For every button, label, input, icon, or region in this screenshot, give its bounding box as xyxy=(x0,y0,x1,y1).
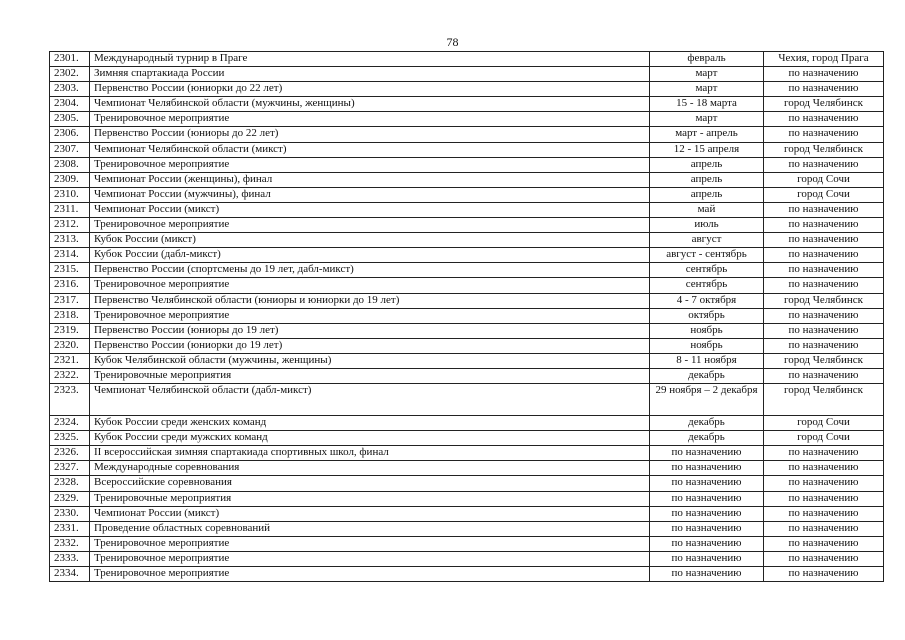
event-date-cell: по назначению xyxy=(650,521,764,536)
event-date-cell: июль xyxy=(650,218,764,233)
event-name-cell: Тренировочное мероприятие xyxy=(90,218,650,233)
event-name-cell: Зимняя спартакиада России xyxy=(90,67,650,82)
event-date-cell: август - сентябрь xyxy=(650,248,764,263)
event-date-cell: 4 - 7 октября xyxy=(650,293,764,308)
event-place-cell: по назначению xyxy=(764,82,884,97)
row-number-cell: 2334. xyxy=(50,567,90,582)
table-row xyxy=(50,353,884,368)
event-place-cell: по назначению xyxy=(764,536,884,551)
table-row xyxy=(50,506,884,521)
row-number-cell: 2320. xyxy=(50,338,90,353)
table-row xyxy=(50,446,884,461)
event-date-cell: ноябрь xyxy=(650,323,764,338)
event-name-cell: Кубок России (дабл-микст) xyxy=(90,248,650,263)
row-number-cell: 2325. xyxy=(50,431,90,446)
event-name-cell: Тренировочное мероприятие xyxy=(90,536,650,551)
event-name-cell: Чемпионат России (мужчины), финал xyxy=(90,187,650,202)
row-number-cell: 2317. xyxy=(50,293,90,308)
table-row xyxy=(50,293,884,308)
event-date-cell: март xyxy=(650,67,764,82)
event-place-cell: по назначению xyxy=(764,368,884,383)
event-name-cell: II всероссийская зимняя спартакиада спортивных школ, финал xyxy=(90,446,650,461)
event-name-cell: Тренировочное мероприятие xyxy=(90,551,650,566)
event-place-cell: по назначению xyxy=(764,248,884,263)
row-number-cell: 2315. xyxy=(50,263,90,278)
row-number-cell: 2331. xyxy=(50,521,90,536)
row-number-cell: 2303. xyxy=(50,82,90,97)
table-row xyxy=(50,476,884,491)
event-date-cell: 29 ноября – 2 декабря xyxy=(650,384,764,416)
event-name-cell: Тренировочные мероприятия xyxy=(90,491,650,506)
row-number-cell: 2318. xyxy=(50,308,90,323)
event-place-cell: город Сочи xyxy=(764,431,884,446)
event-place-cell: город Челябинск xyxy=(764,97,884,112)
row-number-cell: 2330. xyxy=(50,506,90,521)
row-number-cell: 2328. xyxy=(50,476,90,491)
event-place-cell: Чехия, город Прага xyxy=(764,52,884,67)
table-row xyxy=(50,368,884,383)
event-name-cell: Чемпионат Челябинской области (мужчины, женщины) xyxy=(90,97,650,112)
event-place-cell: город Сочи xyxy=(764,416,884,431)
table-row xyxy=(50,112,884,127)
event-date-cell: апрель xyxy=(650,172,764,187)
table-row xyxy=(50,551,884,566)
event-place-cell: город Челябинск xyxy=(764,142,884,157)
event-place-cell: по назначению xyxy=(764,446,884,461)
event-date-cell: октябрь xyxy=(650,308,764,323)
row-number-cell: 2307. xyxy=(50,142,90,157)
event-name-cell: Тренировочное мероприятие xyxy=(90,278,650,293)
row-number-cell: 2319. xyxy=(50,323,90,338)
event-date-cell: ноябрь xyxy=(650,338,764,353)
table-row xyxy=(50,97,884,112)
event-name-cell: Чемпионат России (женщины), финал xyxy=(90,172,650,187)
event-date-cell: 8 - 11 ноября xyxy=(650,353,764,368)
table-row xyxy=(50,233,884,248)
table-row xyxy=(50,278,884,293)
event-place-cell: по назначению xyxy=(764,338,884,353)
row-number-cell: 2301. xyxy=(50,52,90,67)
event-place-cell: по назначению xyxy=(764,521,884,536)
row-number-cell: 2333. xyxy=(50,551,90,566)
event-name-cell: Международный турнир в Праге xyxy=(90,52,650,67)
row-number-cell: 2305. xyxy=(50,112,90,127)
event-place-cell: город Челябинск xyxy=(764,353,884,368)
event-name-cell: Кубок Челябинской области (мужчины, женщины) xyxy=(90,353,650,368)
event-date-cell: сентябрь xyxy=(650,263,764,278)
event-date-cell: май xyxy=(650,202,764,217)
table-row xyxy=(50,384,884,416)
event-date-cell: по назначению xyxy=(650,491,764,506)
event-date-cell: декабрь xyxy=(650,368,764,383)
event-name-cell: Чемпионат России (микст) xyxy=(90,506,650,521)
table-row xyxy=(50,263,884,278)
event-name-cell: Кубок России среди мужских команд xyxy=(90,431,650,446)
event-name-cell: Тренировочное мероприятие xyxy=(90,567,650,582)
table-row xyxy=(50,248,884,263)
table-row xyxy=(50,142,884,157)
row-number-cell: 2312. xyxy=(50,218,90,233)
event-place-cell: по назначению xyxy=(764,551,884,566)
event-date-cell: 12 - 15 апреля xyxy=(650,142,764,157)
event-place-cell: по назначению xyxy=(764,157,884,172)
events-table xyxy=(49,51,884,582)
table-row xyxy=(50,67,884,82)
event-date-cell: по назначению xyxy=(650,551,764,566)
event-place-cell: по назначению xyxy=(764,112,884,127)
event-place-cell: город Челябинск xyxy=(764,384,884,416)
table-row xyxy=(50,218,884,233)
event-date-cell: декабрь xyxy=(650,431,764,446)
event-name-cell: Тренировочное мероприятие xyxy=(90,112,650,127)
event-place-cell: город Сочи xyxy=(764,172,884,187)
row-number-cell: 2323. xyxy=(50,384,90,416)
table-row xyxy=(50,127,884,142)
table-row xyxy=(50,491,884,506)
event-date-cell: по назначению xyxy=(650,536,764,551)
event-name-cell: Всероссийские соревнования xyxy=(90,476,650,491)
table-row xyxy=(50,521,884,536)
event-place-cell: по назначению xyxy=(764,323,884,338)
row-number-cell: 2304. xyxy=(50,97,90,112)
event-date-cell: по назначению xyxy=(650,446,764,461)
event-name-cell: Чемпионат России (микст) xyxy=(90,202,650,217)
event-place-cell: по назначению xyxy=(764,202,884,217)
event-place-cell: по назначению xyxy=(764,567,884,582)
page-number: 78 xyxy=(446,35,459,49)
event-name-cell: Международные соревнования xyxy=(90,461,650,476)
event-name-cell: Первенство России (юниоры до 22 лет) xyxy=(90,127,650,142)
row-number-cell: 2326. xyxy=(50,446,90,461)
row-number-cell: 2311. xyxy=(50,202,90,217)
event-name-cell: Первенство России (юниорки до 22 лет) xyxy=(90,82,650,97)
row-number-cell: 2327. xyxy=(50,461,90,476)
event-date-cell: по назначению xyxy=(650,476,764,491)
table-row xyxy=(50,338,884,353)
event-place-cell: по назначению xyxy=(764,278,884,293)
row-number-cell: 2308. xyxy=(50,157,90,172)
event-name-cell: Тренировочное мероприятие xyxy=(90,157,650,172)
table-row xyxy=(50,82,884,97)
event-name-cell: Первенство России (юниорки до 19 лет) xyxy=(90,338,650,353)
event-date-cell: по назначению xyxy=(650,567,764,582)
event-place-cell: по назначению xyxy=(764,67,884,82)
event-place-cell: город Челябинск xyxy=(764,293,884,308)
event-date-cell: апрель xyxy=(650,187,764,202)
row-number-cell: 2313. xyxy=(50,233,90,248)
table-row xyxy=(50,308,884,323)
event-date-cell: март xyxy=(650,82,764,97)
row-number-cell: 2322. xyxy=(50,368,90,383)
event-date-cell: февраль xyxy=(650,52,764,67)
table-row xyxy=(50,567,884,582)
row-number-cell: 2309. xyxy=(50,172,90,187)
row-number-cell: 2302. xyxy=(50,67,90,82)
event-date-cell: апрель xyxy=(650,157,764,172)
event-date-cell: август xyxy=(650,233,764,248)
event-place-cell: по назначению xyxy=(764,461,884,476)
row-number-cell: 2306. xyxy=(50,127,90,142)
event-name-cell: Первенство Челябинской области (юниоры и юниорки до 19 лет) xyxy=(90,293,650,308)
event-place-cell: по назначению xyxy=(764,218,884,233)
row-number-cell: 2314. xyxy=(50,248,90,263)
event-name-cell: Первенство России (юниоры до 19 лет) xyxy=(90,323,650,338)
table-row xyxy=(50,187,884,202)
row-number-cell: 2316. xyxy=(50,278,90,293)
row-number-cell: 2324. xyxy=(50,416,90,431)
event-place-cell: по назначению xyxy=(764,506,884,521)
row-number-cell: 2329. xyxy=(50,491,90,506)
table-row xyxy=(50,172,884,187)
event-date-cell: по назначению xyxy=(650,506,764,521)
event-date-cell: декабрь xyxy=(650,416,764,431)
event-place-cell: по назначению xyxy=(764,233,884,248)
event-name-cell: Чемпионат Челябинской области (дабл-микст) xyxy=(90,384,650,416)
row-number-cell: 2310. xyxy=(50,187,90,202)
table-row xyxy=(50,202,884,217)
event-place-cell: по назначению xyxy=(764,476,884,491)
table-row xyxy=(50,536,884,551)
event-name-cell: Кубок России (микст) xyxy=(90,233,650,248)
event-name-cell: Тренировочное мероприятие xyxy=(90,308,650,323)
event-date-cell: 15 - 18 марта xyxy=(650,97,764,112)
event-place-cell: по назначению xyxy=(764,491,884,506)
table-row xyxy=(50,52,884,67)
table-row xyxy=(50,323,884,338)
event-date-cell: март xyxy=(650,112,764,127)
table-row xyxy=(50,416,884,431)
event-name-cell: Первенство России (спортсмены до 19 лет, дабл-микст) xyxy=(90,263,650,278)
event-place-cell: по назначению xyxy=(764,308,884,323)
table-row xyxy=(50,431,884,446)
event-name-cell: Кубок России среди женских команд xyxy=(90,416,650,431)
event-date-cell: сентябрь xyxy=(650,278,764,293)
event-name-cell: Чемпионат Челябинской области (микст) xyxy=(90,142,650,157)
event-name-cell: Тренировочные мероприятия xyxy=(90,368,650,383)
event-name-cell: Проведение областных соревнований xyxy=(90,521,650,536)
table-row xyxy=(50,157,884,172)
row-number-cell: 2321. xyxy=(50,353,90,368)
event-date-cell: по назначению xyxy=(650,461,764,476)
event-place-cell: город Сочи xyxy=(764,187,884,202)
event-place-cell: по назначению xyxy=(764,127,884,142)
event-date-cell: март - апрель xyxy=(650,127,764,142)
event-place-cell: по назначению xyxy=(764,263,884,278)
table-row xyxy=(50,461,884,476)
row-number-cell: 2332. xyxy=(50,536,90,551)
events-table-body xyxy=(50,52,884,582)
